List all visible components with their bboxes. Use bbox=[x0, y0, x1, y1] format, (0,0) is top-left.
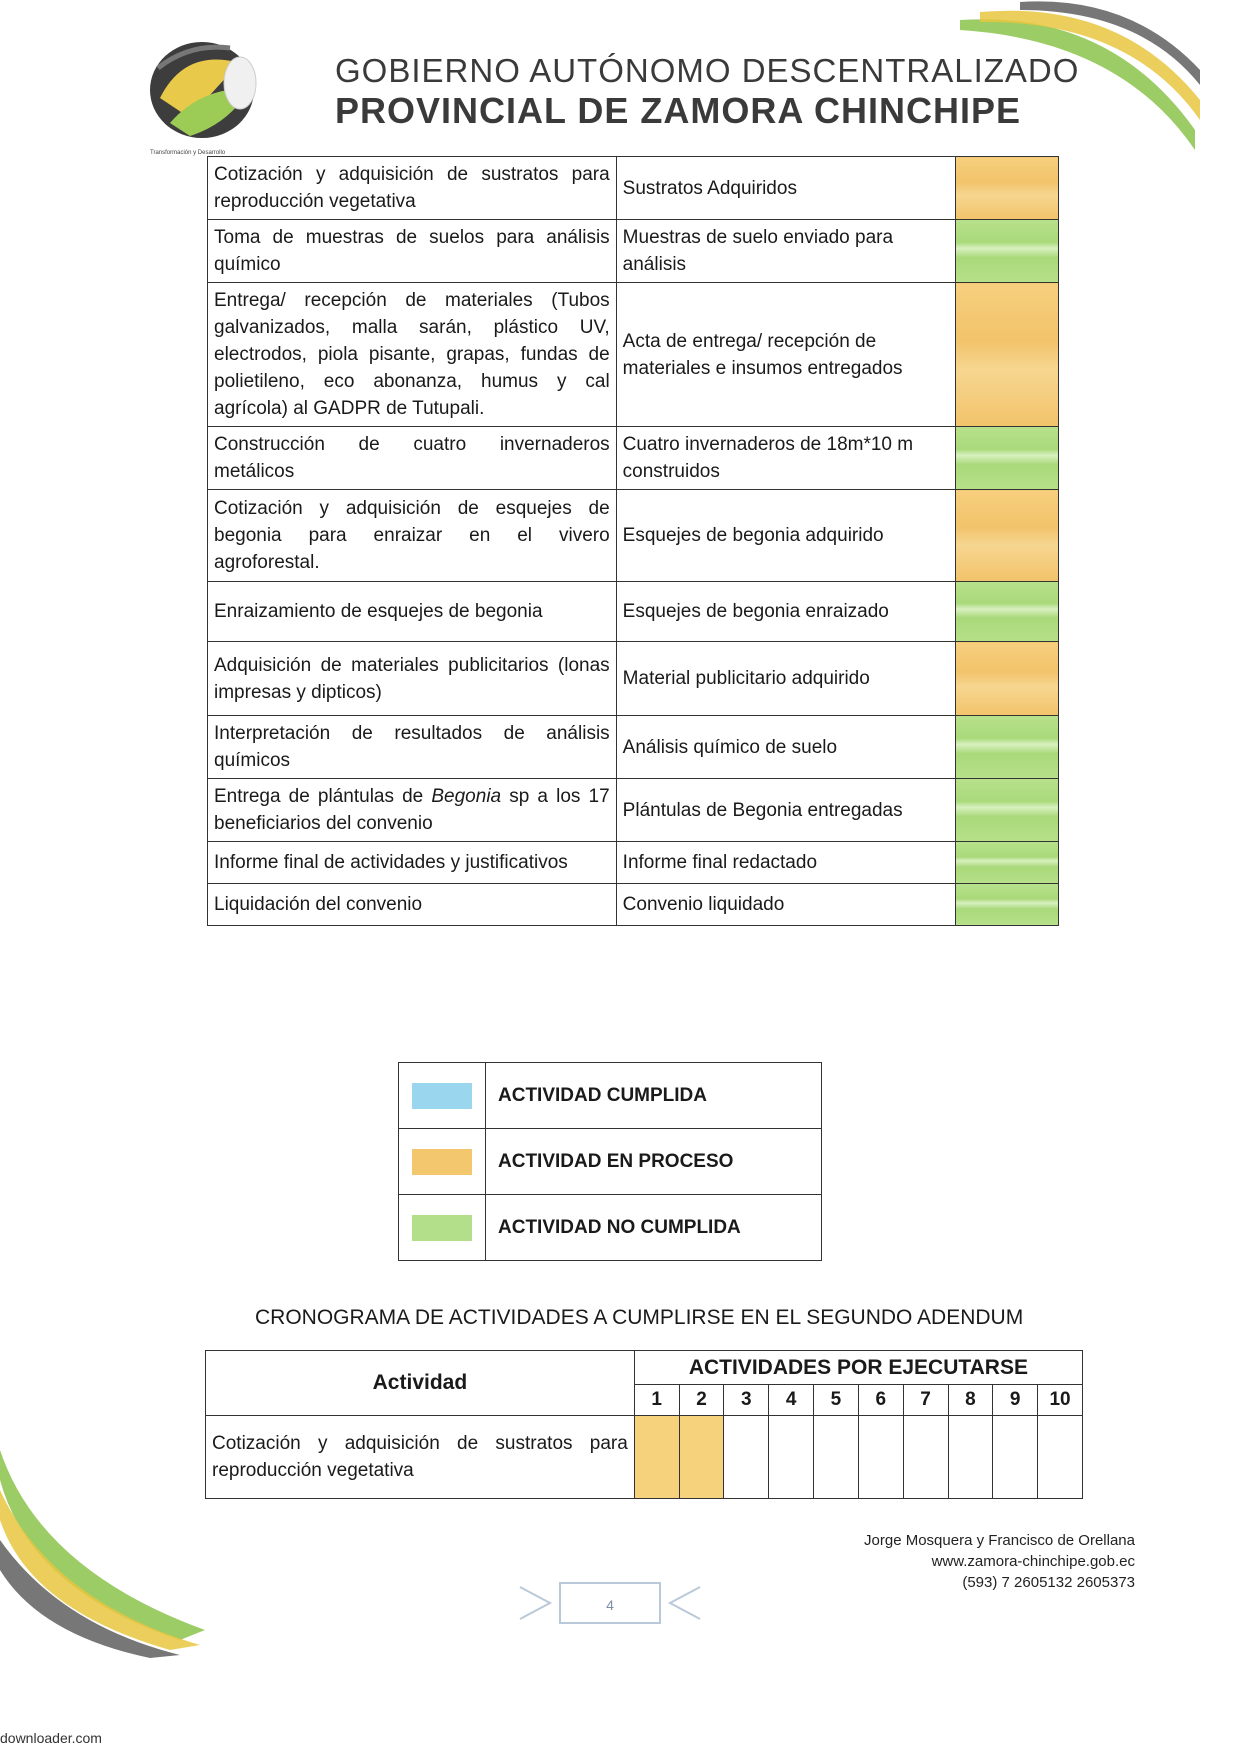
status-legend bbox=[398, 1062, 822, 1261]
swatch-green bbox=[412, 1215, 472, 1241]
activities-table bbox=[207, 156, 1059, 926]
schedule-table bbox=[205, 1350, 1083, 1499]
activity-cell: Entrega de plántulas de Begonia sp a los 17 beneficiarios del convenio bbox=[208, 779, 617, 842]
schedule-cell-empty bbox=[858, 1416, 903, 1499]
swatch-orange bbox=[412, 1149, 472, 1175]
logo-tagline: Transformación y Desarrollo bbox=[150, 150, 226, 156]
result-cell: Plántulas de Begonia entregadas bbox=[616, 779, 955, 842]
corner-decoration-bottom-left bbox=[0, 1450, 210, 1660]
page-number-badge bbox=[515, 1577, 705, 1629]
watermark-text: downloader.com bbox=[0, 1730, 102, 1746]
schedule-period-9: 9 bbox=[993, 1385, 1038, 1416]
activity-cell: Interpretación de resultados de análisis químicos bbox=[208, 716, 617, 779]
logo-emblem bbox=[130, 28, 270, 158]
status-cell-no-cumplida bbox=[956, 582, 1059, 642]
schedule-period-3: 3 bbox=[724, 1385, 769, 1416]
legend-label-no-cumplida: ACTIVIDAD NO CUMPLIDA bbox=[486, 1195, 822, 1261]
status-cell-en-proceso bbox=[956, 642, 1059, 716]
status-cell-no-cumplida bbox=[956, 716, 1059, 779]
activity-row bbox=[208, 642, 1059, 716]
result-cell: Informe final redactado bbox=[616, 842, 955, 884]
footer-phone: (593) 7 2605132 2605373 bbox=[962, 1574, 1135, 1591]
activity-cell: Liquidación del convenio bbox=[208, 884, 617, 926]
activity-row bbox=[208, 582, 1059, 642]
result-cell: Cuatro invernaderos de 18m*10 m construidos bbox=[616, 427, 955, 490]
schedule-cell-filled bbox=[634, 1416, 679, 1499]
legend-row-en-proceso bbox=[399, 1129, 822, 1195]
activity-row bbox=[208, 884, 1059, 926]
activity-row bbox=[208, 427, 1059, 490]
activity-cell: Cotización y adquisición de sustratos para reproducción vegetativa bbox=[208, 157, 617, 220]
footer-website: www.zamora-chinchipe.gob.ec bbox=[931, 1553, 1135, 1570]
footer-contact bbox=[864, 1530, 1135, 1593]
activity-row bbox=[208, 490, 1059, 582]
schedule-activity-header: Actividad bbox=[206, 1351, 635, 1416]
header-title-line1: GOBIERNO AUTÓNOMO DESCENTRALIZADO bbox=[335, 52, 1080, 89]
schedule-period-4: 4 bbox=[769, 1385, 814, 1416]
status-cell-no-cumplida bbox=[956, 779, 1059, 842]
schedule-cell-empty bbox=[814, 1416, 859, 1499]
status-cell-en-proceso bbox=[956, 157, 1059, 220]
result-cell: Acta de entrega/ recepción de materiales e insumos entregados bbox=[616, 283, 955, 427]
legend-label-en-proceso: ACTIVIDAD EN PROCESO bbox=[486, 1129, 822, 1195]
result-cell: Esquejes de begonia adquirido bbox=[616, 490, 955, 582]
activity-row bbox=[208, 779, 1059, 842]
schedule-period-5: 5 bbox=[814, 1385, 859, 1416]
activity-row bbox=[208, 716, 1059, 779]
footer-address: Jorge Mosquera y Francisco de Orellana bbox=[864, 1532, 1135, 1549]
status-cell-en-proceso bbox=[956, 490, 1059, 582]
schedule-period-2: 2 bbox=[679, 1385, 724, 1416]
page-number: 4 bbox=[606, 1597, 614, 1613]
activity-row bbox=[208, 842, 1059, 884]
activity-cell: Toma de muestras de suelos para análisis químico bbox=[208, 220, 617, 283]
schedule-group-header: ACTIVIDADES POR EJECUTARSE bbox=[634, 1351, 1082, 1385]
schedule-period-7: 7 bbox=[903, 1385, 948, 1416]
activity-cell: Informe final de actividades y justificativos bbox=[208, 842, 617, 884]
species-name: Begonia bbox=[431, 786, 502, 807]
activity-cell: Cotización y adquisición de esquejes de begonia para enraizar en el vivero agroforestal. bbox=[208, 490, 617, 582]
legend-row-no-cumplida bbox=[399, 1195, 822, 1261]
status-cell-no-cumplida bbox=[956, 884, 1059, 926]
result-cell: Material publicitario adquirido bbox=[616, 642, 955, 716]
result-cell: Muestras de suelo enviado para análisis bbox=[616, 220, 955, 283]
schedule-title: CRONOGRAMA DE ACTIVIDADES A CUMPLIRSE EN EL SEGUNDO ADENDUM bbox=[255, 1306, 1024, 1329]
schedule-period-6: 6 bbox=[858, 1385, 903, 1416]
activity-row bbox=[208, 157, 1059, 220]
schedule-cell-empty bbox=[724, 1416, 769, 1499]
result-cell: Análisis químico de suelo bbox=[616, 716, 955, 779]
schedule-cell-empty bbox=[993, 1416, 1038, 1499]
schedule-period-1: 1 bbox=[634, 1385, 679, 1416]
status-cell-no-cumplida bbox=[956, 842, 1059, 884]
result-cell: Esquejes de begonia enraizado bbox=[616, 582, 955, 642]
corner-decoration-top-right bbox=[960, 0, 1200, 150]
status-cell-no-cumplida bbox=[956, 220, 1059, 283]
schedule-period-10: 10 bbox=[1038, 1385, 1083, 1416]
schedule-cell-empty bbox=[948, 1416, 993, 1499]
result-cell: Convenio liquidado bbox=[616, 884, 955, 926]
swatch-blue bbox=[412, 1083, 472, 1109]
activity-row bbox=[208, 220, 1059, 283]
legend-label-cumplida: ACTIVIDAD CUMPLIDA bbox=[486, 1063, 822, 1129]
activity-cell: Enraizamiento de esquejes de begonia bbox=[208, 582, 617, 642]
status-cell-en-proceso bbox=[956, 283, 1059, 427]
schedule-cell-filled bbox=[679, 1416, 724, 1499]
schedule-cell-empty bbox=[1038, 1416, 1083, 1499]
schedule-cell-empty bbox=[903, 1416, 948, 1499]
activity-cell: Adquisición de materiales publicitarios (lonas impresas y dipticos) bbox=[208, 642, 617, 716]
activity-cell: Entrega/ recepción de materiales (Tubos galvanizados, malla sarán, plástico UV, electrodos, piola pisante, grapas, fundas de polietileno, eco abonanza, humus y cal agrícola) al GADPR de Tutupali. bbox=[208, 283, 617, 427]
result-cell: Sustratos Adquiridos bbox=[616, 157, 955, 220]
legend-row-cumplida bbox=[399, 1063, 822, 1129]
header-title-line2: PROVINCIAL DE ZAMORA CHINCHIPE bbox=[335, 90, 1022, 131]
status-cell-no-cumplida bbox=[956, 427, 1059, 490]
schedule-activity-cell: Cotización y adquisición de sustratos para reproducción vegetativa bbox=[206, 1416, 635, 1499]
schedule-period-8: 8 bbox=[948, 1385, 993, 1416]
activity-cell: Construcción de cuatro invernaderos metálicos bbox=[208, 427, 617, 490]
schedule-cell-empty bbox=[769, 1416, 814, 1499]
activity-row bbox=[208, 283, 1059, 427]
schedule-row bbox=[206, 1416, 1083, 1499]
